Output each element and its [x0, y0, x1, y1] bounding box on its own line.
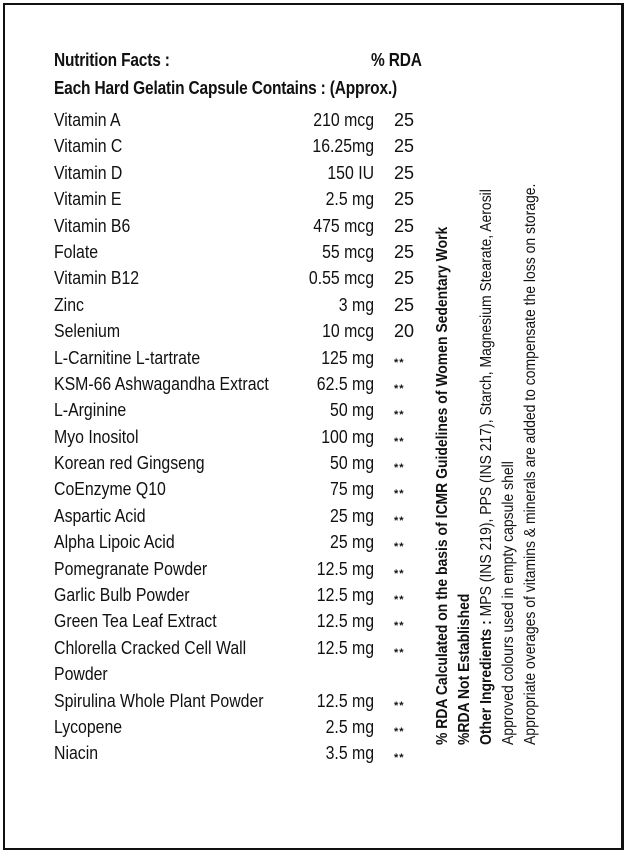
nutrient-amount: 3 mg: [338, 294, 374, 315]
nutrient-rda: **: [394, 752, 405, 765]
nutrient-rda: **: [394, 699, 405, 712]
nutrient-amount: 12.5 mg: [316, 611, 374, 632]
nutrient-name: Folate: [54, 241, 99, 262]
nutrient-amount: 10 mcg: [322, 321, 374, 342]
nutrient-rda: **: [394, 620, 405, 633]
nutrient-name: Vitamin C: [54, 136, 123, 157]
nutrient-name: Chlorella Cracked Cell Wall Powder: [54, 637, 247, 685]
nutrient-row: [54, 160, 426, 186]
nutrient-row: [54, 265, 426, 291]
nutrient-name: KSM-66 Ashwagandha Extract: [54, 373, 269, 394]
nutrient-rda: 25: [394, 215, 415, 236]
nutrient-rda: **: [394, 382, 405, 395]
nutrient-name: Korean red Gingseng: [54, 453, 205, 474]
nutrient-amount: 50 mg: [329, 400, 374, 421]
nutrient-amount: 150 IU: [327, 162, 374, 183]
other-ingredients-label: Other Ingredients :: [478, 620, 495, 745]
nutrient-name: Alpha Lipoic Acid: [54, 532, 175, 553]
nutrient-rda: 25: [394, 110, 415, 130]
nutrient-name: Vitamin D: [54, 162, 123, 183]
nutrient-amount: 75 mg: [329, 479, 374, 500]
nutrient-name: Lycopene: [54, 717, 123, 737]
nutrient-name: Vitamin A: [54, 110, 121, 130]
nutrient-rda: **: [394, 488, 405, 501]
nutrient-amount: 55 mcg: [322, 241, 374, 262]
nutrient-name: Myo Inositol: [54, 426, 139, 447]
nutrient-amount: 16.25mg: [312, 136, 374, 157]
nutrient-name: Vitamin B6: [54, 215, 131, 236]
nutrient-row: [54, 608, 426, 634]
nutrient-row: [54, 450, 426, 476]
rda-column-header: % RDA: [371, 50, 422, 70]
nutrient-row: [54, 213, 426, 239]
nutrient-rda: **: [394, 435, 405, 448]
nutrient-name: Vitamin B12: [54, 268, 140, 289]
nutrient-rda: 25: [394, 162, 415, 183]
nutrient-rda: **: [394, 356, 405, 369]
nutrient-row: [54, 239, 426, 265]
nutrient-rda: **: [394, 646, 405, 659]
nutrient-row: [54, 582, 426, 608]
nutrient-row: [54, 714, 426, 740]
nutrient-amount: 12.5 mg: [316, 637, 374, 658]
nutrient-row: [54, 476, 426, 502]
nutrient-rda: 25: [394, 136, 415, 157]
nutrient-row: [54, 424, 426, 450]
capsule-contents-subtitle: Each Hard Gelatin Capsule Contains : (Approx.): [54, 78, 398, 98]
nutrient-rda: **: [394, 726, 405, 738]
nutrient-rda: **: [394, 462, 405, 475]
nutrient-amount: 210 mcg: [313, 110, 374, 130]
nutrient-amount: 100 mg: [321, 426, 374, 447]
nutrition-facts-title: Nutrition Facts :: [54, 50, 170, 70]
nutrient-row: [54, 740, 426, 766]
nutrient-name: Zinc: [54, 294, 84, 315]
nutrient-name: Pomegranate Powder: [54, 558, 208, 579]
nutrient-rda: **: [394, 409, 405, 422]
nutrient-row: [54, 397, 426, 423]
nutrient-amount: 25 mg: [329, 505, 374, 526]
nutrient-name: Vitamin E: [54, 189, 122, 210]
nutrient-name: Niacin: [54, 743, 99, 764]
colours-note: Approved colours used in empty capsule shell: [500, 461, 517, 745]
nutrient-rda: 25: [394, 294, 415, 315]
nutrient-name: Selenium: [54, 321, 121, 342]
nutrient-amount: 12.5 mg: [316, 585, 374, 606]
nutrient-name: CoEnzyme Q10: [54, 479, 166, 500]
nutrient-rda: **: [394, 567, 405, 580]
nutrient-amount: 25 mg: [329, 532, 374, 553]
nutrient-rda: **: [394, 594, 405, 607]
nutrient-row: [54, 133, 426, 159]
nutrient-name: L-Arginine: [54, 400, 127, 421]
nutrient-row: [54, 292, 426, 318]
nutrient-row: [54, 318, 426, 344]
rda-basis-note: % RDA Calculated on the basis of ICMR Guidelines of Women Sedentary Work: [434, 226, 451, 745]
nutrient-amount: 2.5 mg: [325, 717, 374, 737]
other-ingredients-note: [476, 160, 498, 745]
nutrient-row: [54, 345, 426, 371]
nutrient-amount: 125 mg: [321, 347, 374, 368]
nutrient-amount: 0.55 mcg: [308, 268, 374, 289]
nutrient-row: [54, 107, 426, 133]
nutrient-rda: 25: [394, 241, 415, 262]
nutrient-amount: 475 mcg: [313, 215, 374, 236]
nutrient-row: [54, 503, 426, 529]
nutrient-row: [54, 371, 426, 397]
nutrient-name: L-Carnitine L-tartrate: [54, 347, 201, 368]
nutrient-amount: 2.5 mg: [325, 189, 374, 210]
nutrient-amount: 12.5 mg: [316, 558, 374, 579]
nutrient-row: [54, 186, 426, 212]
nutrient-amount: 50 mg: [329, 453, 374, 474]
rda-not-established-note: %RDA Not Established: [456, 593, 473, 745]
nutrient-row: [54, 688, 426, 714]
overages-note: Appropriate overages of vitamins & minerals are added to compensate the loss on storage.: [522, 183, 539, 745]
nutrient-rda: 20: [394, 321, 415, 342]
nutrient-row: [54, 529, 426, 555]
nutrient-rda: 25: [394, 268, 415, 289]
nutrient-name: Spirulina Whole Plant Powder: [54, 690, 264, 711]
nutrient-row: [54, 556, 426, 582]
nutrient-rda: **: [394, 514, 405, 527]
nutrient-row: [54, 635, 426, 688]
other-ingredients-list: MPS (INS 219), PPS (INS 217), Starch, Magnesium Stearate, Aerosil: [478, 189, 495, 621]
nutrient-amount: 12.5 mg: [316, 690, 374, 711]
nutrient-rda: **: [394, 541, 405, 554]
nutrient-amount: 62.5 mg: [316, 373, 374, 394]
nutrient-name: Green Tea Leaf Extract: [54, 611, 217, 632]
nutrient-rda: 25: [394, 189, 415, 210]
rotated-notes: [432, 95, 552, 745]
nutrient-table: [54, 107, 426, 767]
nutrient-amount: 3.5 mg: [325, 743, 374, 764]
nutrient-name: Aspartic Acid: [54, 505, 146, 526]
nutrient-name: Garlic Bulb Powder: [54, 585, 190, 606]
